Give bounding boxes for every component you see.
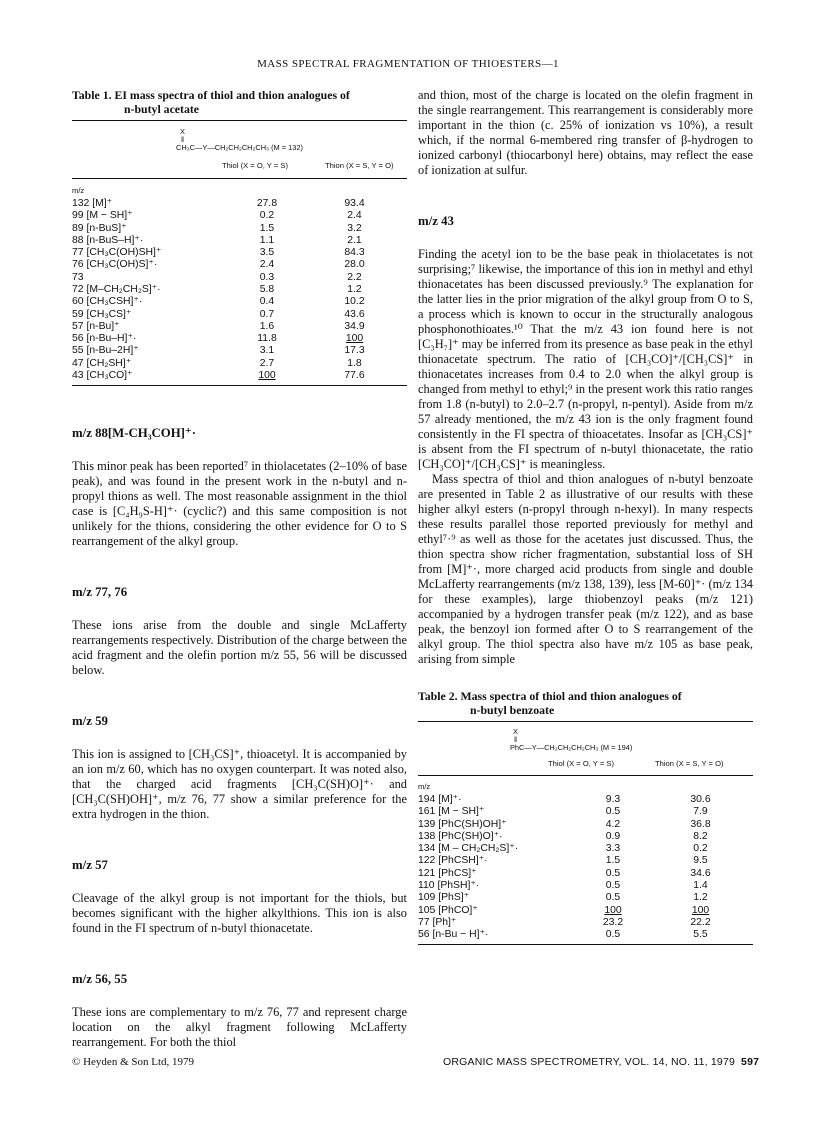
thion-value: 28.0 bbox=[344, 259, 365, 271]
thion-value: 93.4 bbox=[344, 197, 365, 209]
table2-label: Table 2. bbox=[418, 689, 458, 703]
thiol-value: 5.8 bbox=[259, 283, 275, 295]
table2-col-thiol: Thiol (X = O, Y = S) bbox=[548, 759, 614, 768]
thiol-value: 0.4 bbox=[259, 296, 275, 308]
ion-cell: 60 [CH₃CSH]⁺· bbox=[72, 296, 143, 308]
thion-value: 34.6 bbox=[690, 867, 711, 879]
section-text: This minor peak has been reported⁷ in thiolacetates (2–10% of base peak), and was found in the present work in the n-butyl and n-propyl thions as well. The most reasonable assignment in the thiol case is [C₄H₉S-H]⁺· (cyclic?) and this same composition is not unlikely for the thions, considering the other evidence for O to S rearrangement of the alkyl group. bbox=[72, 459, 407, 549]
table-row bbox=[72, 210, 407, 222]
table1-caption bbox=[72, 88, 407, 116]
table2-bottom-rule bbox=[418, 944, 753, 945]
ion-cell: 121 [PhCS]⁺ bbox=[418, 867, 477, 879]
page-number: 597 bbox=[741, 1056, 760, 1068]
table-row bbox=[72, 370, 407, 382]
section-m88 bbox=[72, 426, 407, 549]
ion-cell: 161 [M − SH]⁺ bbox=[418, 806, 485, 818]
thion-value: 3.2 bbox=[347, 222, 362, 234]
table-row bbox=[72, 247, 407, 259]
table2-caption-line2: n-butyl benzoate bbox=[470, 703, 555, 717]
thiol-value: 2.4 bbox=[259, 259, 275, 271]
thiol-value: 0.5 bbox=[605, 892, 621, 904]
table2-caption bbox=[418, 689, 753, 717]
thion-value: 22.2 bbox=[690, 916, 711, 928]
table-row bbox=[72, 259, 407, 271]
thion-value: 17.3 bbox=[344, 345, 365, 357]
table1-column-headers bbox=[72, 158, 407, 173]
thiol-value: 2.7 bbox=[259, 357, 275, 369]
thiol-value: 0.5 bbox=[605, 806, 621, 818]
thion-value: 43.6 bbox=[344, 308, 365, 320]
table-row bbox=[72, 223, 407, 235]
section-heading: m/z 59 bbox=[72, 714, 108, 729]
thiol-value: 0.3 bbox=[259, 271, 275, 283]
thion-value: 100 bbox=[691, 904, 710, 916]
table1-col-thiol: Thiol (X = O, Y = S) bbox=[222, 161, 288, 170]
table2-mz-label: m/z bbox=[418, 782, 431, 791]
section-m77 bbox=[72, 585, 407, 678]
thiol-value: 0.5 bbox=[605, 879, 621, 891]
section-text: These ions are complementary to m/z 76, 77 and represent charge location on the alkyl fragment following McLafferty rearrangement. For both the thiol bbox=[72, 1005, 407, 1050]
table-row bbox=[418, 794, 753, 806]
thion-value: 84.3 bbox=[344, 247, 365, 259]
table-row bbox=[418, 880, 753, 892]
thion-value: 36.8 bbox=[690, 818, 711, 830]
thiol-value: 1.6 bbox=[259, 320, 275, 332]
thion-value: 8.2 bbox=[693, 830, 708, 842]
table-row bbox=[418, 892, 753, 904]
thion-value: 10.2 bbox=[344, 296, 365, 308]
section-heading: m/z 57 bbox=[72, 858, 108, 873]
thiol-value: 9.3 bbox=[605, 793, 621, 805]
table1-col-thion: Thion (X = S, Y = O) bbox=[325, 161, 394, 170]
structure-x: X bbox=[180, 127, 185, 136]
table-row bbox=[72, 333, 407, 345]
section-heading: m/z 56, 55 bbox=[72, 972, 128, 987]
thiol-value: 1.5 bbox=[259, 222, 275, 234]
ion-cell: 43 [CH₃CO]⁺ bbox=[72, 370, 133, 382]
table-row bbox=[72, 309, 407, 321]
section-text: This ion is assigned to [CH₃CS]⁺, thioacetyl. It is accompanied by an ion m/z 60, which has no oxygen counterpart. It was noted also, that the charged acid fragments [CH₃C(SH)O]⁺· and [CH₃C(SH)OH]⁺, m/z 76, 77 show a similar preference for the extra hydrogen in the thion. bbox=[72, 747, 407, 822]
ion-cell: 77 [Ph]⁺ bbox=[418, 916, 457, 928]
thiol-value: 3.1 bbox=[259, 345, 275, 357]
table-row bbox=[72, 235, 407, 247]
thion-value: 34.9 bbox=[344, 320, 365, 332]
table-row bbox=[72, 284, 407, 296]
section-m56 bbox=[72, 972, 407, 1050]
ion-cell: 72 [M–CH₂CH₂S]⁺· bbox=[72, 283, 161, 295]
structure-bond: ‖ bbox=[181, 135, 185, 144]
ion-cell: 139 [PhC(SH)OH]⁺ bbox=[418, 818, 507, 830]
thion-value: 77.6 bbox=[344, 370, 365, 382]
table-row bbox=[418, 855, 753, 867]
thiol-value: 27.8 bbox=[256, 197, 278, 209]
table-row bbox=[418, 806, 753, 818]
section-heading: m/z 88[M-CH₃COH]⁺· bbox=[72, 426, 196, 441]
table1-caption-line1: EI mass spectra of thiol and thion analogues of bbox=[114, 88, 350, 102]
table-row bbox=[418, 917, 753, 929]
table-row bbox=[418, 905, 753, 917]
table-row bbox=[418, 868, 753, 880]
table2-col-thion: Thion (X = S, Y = O) bbox=[655, 759, 724, 768]
table-row bbox=[72, 321, 407, 333]
table1-mz-label: m/z bbox=[72, 186, 85, 195]
section-m57 bbox=[72, 858, 407, 936]
thiol-value: 1.5 bbox=[605, 855, 621, 867]
thiol-value: 0.5 bbox=[605, 867, 621, 879]
structure-formula: PhC—Y—CH₂CH₂CH₂CH₃ (M = 194) bbox=[510, 743, 633, 752]
structure-formula: CH₃C—Y—CH₂CH₂CH₂CH₃ (M = 132) bbox=[176, 143, 303, 152]
thiol-value: 0.9 bbox=[605, 830, 621, 842]
footer-journal bbox=[443, 1056, 759, 1068]
table2-structure bbox=[418, 728, 753, 752]
thiol-value: 3.3 bbox=[605, 843, 621, 855]
thion-value: 0.2 bbox=[693, 843, 708, 855]
ion-cell: 59 [CH₃CS]⁺ bbox=[72, 308, 132, 320]
section-heading: m/z 43 bbox=[418, 214, 454, 228]
table1-label: Table 1. bbox=[72, 88, 112, 102]
table2-body bbox=[418, 794, 753, 942]
table-row bbox=[418, 831, 753, 843]
ion-cell: 110 [PhSH]⁺· bbox=[418, 879, 480, 891]
thion-value: 2.2 bbox=[347, 271, 362, 283]
table1-header-rule bbox=[72, 178, 407, 179]
table-row bbox=[72, 272, 407, 284]
intro-paragraph: and thion, most of the charge is located on the olefin fragment in the single rearrangement. This rearrangement is considerably more important in the thion (c. 25% of ionization vs 10%), a result which, if the normal 6-membered ring transfer of β-hydrogen to ionized carbonyl (thiocarbonyl here) obtains, may reflect the ease of ionization at sulfur. bbox=[418, 88, 753, 177]
ion-cell: 55 [n-Bu–2H]⁺ bbox=[72, 345, 139, 357]
ion-cell: 57 [n-Bu]⁺ bbox=[72, 320, 120, 332]
thion-value: 9.5 bbox=[693, 855, 708, 867]
section-heading: m/z 77, 76 bbox=[72, 585, 128, 600]
table2-column-headers bbox=[418, 756, 753, 771]
table1-structure bbox=[72, 128, 407, 152]
ion-cell: 88 [n-BuS–H]⁺· bbox=[72, 234, 144, 246]
section-text: Cleavage of the alkyl group is not important for the thiols, but becomes significant with the higher alkylthions. This ion is also found in the FI spectrum of n-butyl thionacetate. bbox=[72, 891, 407, 936]
table1-body bbox=[72, 198, 407, 382]
section-text: Finding the acetyl ion to be the base peak in thiolacetates is not surprising;⁷ likewise, the importance of this ion in methyl and ethyl thionacetates has been discussed previously.⁹ The explanation for the latter lies in the prior migration of the alkyl group from O to S, a process which is known to occur in the structurally analogous phosphonothioates.¹⁰ That the m/z 43 ion found here is not [C₃H₇]⁺ may be inferred from its presence as base peak in the ethyl thionacetate spectrum. The ratio of [CH₃CO]⁺/[CH₃CS]⁺ in thionacetates increases from 0.4 to 2.0 when the alkyl group is changed from methyl to ethyl;⁹ in the present work this ratio ranges from 1.8 (n-butyl) to 2.0–2.7 (n-propyl, n-pentyl). Aside from m/z 57 already mentioned, the m/z 43 ion is the only fragment found consistently in the FI spectra of thioacetates. Insofar as [CH₃CS]⁺ is absent from the FI spectrum of n-butyl thionacetate, the ratio [CH₃CO]⁺/[CH₃CS]⁺ is meaningless. bbox=[418, 247, 753, 471]
section-m59 bbox=[72, 714, 407, 822]
structure-x: X bbox=[513, 727, 518, 736]
footer-journal-title: ORGANIC MASS SPECTROMETRY, VOL. 14, NO. 11, 1979 bbox=[443, 1056, 736, 1068]
thion-value: 1.8 bbox=[347, 357, 362, 369]
thiol-value: 0.7 bbox=[259, 308, 275, 320]
structure-bond: ‖ bbox=[514, 735, 518, 744]
thiol-value: 4.2 bbox=[605, 818, 621, 830]
thiol-value: 3.5 bbox=[259, 247, 275, 259]
ion-cell: 138 [PhC(SH)O]⁺· bbox=[418, 830, 503, 842]
ion-cell: 47 [CH₂SH]⁺ bbox=[72, 357, 132, 369]
thion-value: 1.2 bbox=[347, 283, 362, 295]
thion-value: 2.1 bbox=[347, 234, 362, 246]
thion-value: 2.4 bbox=[347, 210, 362, 222]
section-text: These ions arise from the double and single McLafferty rearrangements respectively. Distribution of the charge between the acid fragment and the olefin portion m/z 55, 56 will be discussed below. bbox=[72, 618, 407, 678]
table2-top-rule bbox=[418, 721, 753, 722]
thiol-value: 0.5 bbox=[605, 929, 621, 941]
table1-caption-line2: n-butyl acetate bbox=[124, 102, 200, 116]
thion-value: 7.9 bbox=[693, 806, 708, 818]
table-row bbox=[418, 929, 753, 941]
thion-value: 30.6 bbox=[690, 793, 711, 805]
table-row bbox=[72, 346, 407, 358]
footer-copyright: © Heyden & Son Ltd, 1979 bbox=[72, 1056, 195, 1068]
table-row bbox=[72, 296, 407, 308]
thiol-value: 100 bbox=[604, 904, 622, 916]
thiol-value: 0.2 bbox=[259, 210, 275, 222]
ion-cell: 132 [M]⁺ bbox=[72, 197, 113, 209]
thiol-value: 23.2 bbox=[602, 916, 624, 928]
ion-cell: 89 [n-BuS]⁺ bbox=[72, 222, 127, 234]
left-column bbox=[72, 88, 407, 1050]
table1-bottom-rule bbox=[72, 385, 407, 386]
section-m43 bbox=[418, 214, 753, 472]
ion-cell: 76 [CH₃C(OH)S]⁺· bbox=[72, 259, 158, 271]
ion-cell: 99 [M − SH]⁺ bbox=[72, 210, 133, 222]
table-row bbox=[418, 843, 753, 855]
ion-cell: 105 [PhCO]⁺ bbox=[418, 904, 478, 916]
table-row bbox=[72, 198, 407, 210]
thiol-value: 100 bbox=[258, 370, 276, 382]
table2-header-rule bbox=[418, 775, 753, 776]
ion-cell: 77 [CH₃C(OH)SH]⁺ bbox=[72, 247, 162, 259]
table-row bbox=[72, 358, 407, 370]
running-header: MASS SPECTRAL FRAGMENTATION OF THIOESTERS—1 bbox=[257, 58, 559, 70]
ion-cell: 109 [PhS]⁺ bbox=[418, 892, 470, 904]
thiol-value: 1.1 bbox=[259, 234, 275, 246]
thion-value: 1.4 bbox=[693, 879, 708, 891]
thion-value: 1.2 bbox=[693, 892, 708, 904]
thion-value: 5.5 bbox=[693, 929, 708, 941]
ion-cell: 122 [PhCSH]⁺· bbox=[418, 855, 488, 867]
ion-cell: 73 bbox=[72, 271, 84, 283]
ion-cell: 194 [M]⁺· bbox=[418, 793, 462, 805]
right-column bbox=[418, 88, 753, 945]
thiol-value: 11.8 bbox=[257, 333, 277, 345]
thion-value: 100 bbox=[345, 333, 364, 345]
table-row bbox=[418, 819, 753, 831]
benzoate-paragraph: Mass spectra of thiol and thion analogues of n-butyl benzoate are presented in Table 2 as illustrative of our results with these higher alkyl esters (n-propyl through n-hexyl). In many respects these results parallel those reported previously for methyl and ethyl⁷·⁹ as well as those for the acetates just discussed. Thus, the thion spectra show richer fragmentation, substantial loss of SH from [M]⁺·, more charged acid products from single and double McLafferty rearrangements (m/z 138, 139), less [M-60]⁺· (m/z 134 for these examples), large thiobenzoyl peaks (m/z 121) accompanied by a hydrogen transfer peak (m/z 122), and as base peak, the benzoyl ion formed after O to S rearrangement of the alkyl group. The thiol spectra also have m/z 105 as base peak, arising from simple bbox=[418, 472, 753, 666]
ion-cell: 56 [n-Bu − H]⁺· bbox=[418, 929, 489, 941]
table2-caption-line1: Mass spectra of thiol and thion analogues of bbox=[460, 689, 682, 703]
table1-top-rule bbox=[72, 120, 407, 121]
ion-cell: 56 [n-Bu–H]⁺· bbox=[72, 333, 137, 345]
ion-cell: 134 [M – CH₂CH₂S]⁺· bbox=[418, 843, 519, 855]
